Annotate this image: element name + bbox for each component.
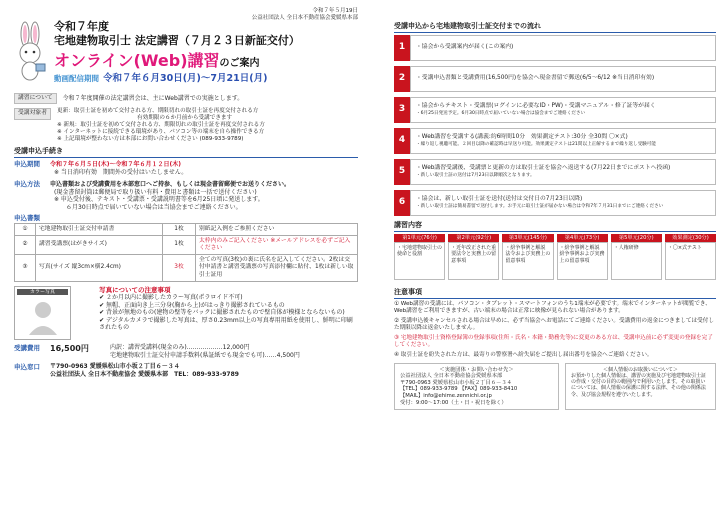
contact-box	[394, 363, 559, 411]
left-column	[14, 8, 358, 378]
unit-header: 第1単元(76分)	[394, 234, 445, 243]
step-number: 4	[394, 128, 410, 154]
doc-qty: 1枚	[163, 223, 196, 235]
fee-amount: 16,500円	[50, 344, 89, 354]
list-item	[394, 66, 716, 92]
title-main: 宅地建物取引士 法定講習（７月２３日新証交付）	[54, 33, 300, 47]
notice-title: 注意事項	[394, 288, 716, 299]
right-column	[394, 18, 716, 410]
list-item	[665, 234, 716, 281]
list-item	[557, 234, 608, 281]
unit-header: 効果測定(30分)	[665, 234, 716, 243]
target-note2: ※ インターネットに接続できる環境があり、パソコン等の端末を自ら操作できる方	[57, 129, 265, 136]
window-label: 申込窓口	[14, 363, 40, 372]
unit-body: ・人権研修	[611, 242, 662, 280]
notice-item: ③ 宅地建物取引士資格登録簿の登録事項(住所・氏名・本籍・勤務先等)に変更のある方は、受講申込前に必ず変更の登録を完了してください。	[394, 334, 713, 348]
step-text: ・協会から受講案内が届く(この案内)	[416, 44, 514, 51]
method-note1: (現金書留封筒は郵便局で取り扱い有料・費用と書類は一括で送付ください)	[54, 188, 257, 196]
list-item	[394, 190, 716, 216]
photo-item: ✔ デジタルカメラで撮影した写真は、厚さ0.23mm以上の写真専用用紙を使用し、鮮明に印刷されたもの	[99, 316, 353, 332]
list-item	[394, 35, 716, 61]
fee-label: 受講費用	[14, 344, 40, 353]
notice-list	[394, 301, 716, 359]
list-item	[394, 128, 716, 154]
content-title: 講習内容	[394, 221, 716, 232]
target-note3: ※ 上記環境が整わない方は本部にお問い合わせください (089-933-9789)	[57, 136, 244, 143]
period-tag: 申込期間	[14, 160, 40, 169]
list-item	[394, 97, 716, 123]
window-addr: 〒790-0963 愛媛県松山市小坂２丁目６－３４	[50, 363, 180, 371]
contact-tel: 【TEL】089-933-9789 【FAX】089-933-8410	[400, 386, 518, 393]
step-subtext: ・新しい取引士証の送付は7月23日以降順次となります。	[416, 172, 535, 178]
doc-no: ③	[15, 255, 36, 282]
period-range: 令和７年６月５日(木)～令和７年６月１２日(木)	[50, 161, 181, 169]
contact-org: 公益社団法人 全日本不動産協会愛媛県本部	[400, 373, 503, 380]
contact-addr: 〒790-0963 愛媛県松山市小坂２丁目６－３４	[400, 379, 512, 386]
privacy-text: お預かりした個人情報は、講習の実施及び宅地建物取引士証の作成・交付の目的の範囲内で利用いたします。その取扱いについては、個人情報の保護に関する法律、その他の関係法令、及び協会規程を遵守いたします。	[570, 372, 706, 398]
method-note2: ※ 申込受付後、テキスト・受講票・受講説明書等を6月25日頃に発送します。	[54, 196, 264, 204]
window-org: 公益社団法人 全日本不動産協会 愛媛県本部 TEL：089-933-9789	[50, 370, 239, 378]
doc-name: 講習受講票(はがきサイズ)	[36, 235, 163, 254]
step-subtext: ・6月25日発送予定。6月30日時点で届いていない場合は協会までご連絡ください	[416, 110, 586, 116]
step-text: ・Web講習を受講する(講義:約6時間10分 効果測定テスト:30分 全30問 〇×式)	[416, 134, 628, 141]
method-note3: ６月30日時点で届いていない場合は当協会までご連絡ください。	[66, 203, 242, 211]
privacy-title: ＜個人情報のお取扱いについて＞	[603, 366, 678, 373]
privacy-box	[565, 363, 716, 411]
fee-detail1: 内訳：講習受講料(現金のみ)………………12,000円	[110, 344, 250, 352]
period-value: 令和７年６月30日(月)～7月21日(月)	[103, 73, 268, 85]
unit-header: 第2単元(92分)	[448, 234, 499, 243]
docs-label: 申込書類	[14, 214, 40, 223]
table-row	[15, 255, 358, 282]
step-number: 6	[394, 190, 410, 216]
step-number: 1	[394, 35, 410, 61]
flow-steps	[394, 35, 716, 216]
unit-body: ・紛争事例と解説 紛争事例および実務上の留意事項	[557, 242, 608, 280]
method-value: 申込書類および受講費用を本部窓口へご持参、もしくは現金書留郵便でお送りください。	[50, 181, 291, 189]
unit-header: 第4単元(73分)	[557, 234, 608, 243]
photo-label: カラー写真	[17, 289, 68, 295]
content-columns	[394, 234, 716, 281]
doc-qty: 3枚	[163, 255, 196, 282]
person-photo-icon	[23, 295, 63, 335]
list-item	[394, 159, 716, 185]
step-text: ・協会からテキスト・受講票(ログインに必要なID・PW)・受講マニュアル・修了証等が届く	[416, 103, 656, 110]
notice-item: ④ 取引士証を紛失された方は、最寄りの警察署へ紛失届をご提出し届出番号を協会へご連絡ください。	[394, 351, 653, 358]
step-subtext: ・新しい取引士証は簡易書留で送付します。お手元に取引士証が届かない場合は令和7年７月31日までにご連絡ください	[416, 203, 664, 209]
online-suffix: のご案内	[219, 58, 260, 70]
contact-title: ＜実施団体・お問い合わせ先＞	[439, 366, 514, 373]
fee-detail2: 宅地建物取引士証交付申請手数料(県証紙でも現金でも可)……4,500円	[110, 351, 300, 359]
unit-header: 第3単元(145分)	[502, 234, 553, 243]
list-item	[502, 234, 553, 281]
about-tag: 講習について	[14, 93, 57, 104]
flow-title: 受講申込から宅地建物取引士証交付までの流れ	[394, 22, 716, 33]
method-tag: 申込方法	[14, 180, 40, 189]
table-row	[15, 235, 358, 254]
period-label: 動画配信期間	[54, 74, 99, 84]
title-year: 令和７年度	[54, 19, 109, 33]
doc-no: ②	[15, 235, 36, 254]
unit-body: ・〇×式テスト	[665, 242, 716, 280]
doc-no: ①	[15, 223, 36, 235]
procedure-title: 受講申込手続き	[14, 147, 358, 158]
unit-body: ・宅地建物取引士の使命と役割	[394, 242, 445, 280]
doc-note: 太枠内のみご記入ください ※メールアドレスを必ずご記入ください	[196, 235, 358, 254]
table-row	[15, 223, 358, 235]
step-subtext: ・繰り返し視聴可能。２回目以降の確認時は早送り可能。効果測定テストは21問以上正解するまで繰り返し受験可能	[416, 141, 656, 147]
photo-item: ✔ 背景が無地のもの(建物の壁等をバックに撮影されたもので壁自体が模様とならないもの)	[99, 309, 345, 317]
doc-name: 宅地建物取引士証交付申請書	[36, 223, 163, 235]
doc-note: 全ての写真(3枚)の裏に氏名を記入してください。2枚は交付申請書と講習受講票の写真添付欄に貼付、1枚は新しい取引士証用	[196, 255, 358, 282]
notice-item: ② 受講申込後キャンセルされる場合は早めに、必ず当協会へお電話にてご連絡ください。受講費用の返金につきましては受付した期限以降は返金いたしません。	[394, 317, 714, 331]
target-line1b: 有効期限の６か月前から受講できます	[137, 115, 233, 122]
rabbit-mascot-icon	[14, 20, 48, 82]
period-note: ※ 当日消印有効 期間外の受付はいたしません。	[54, 168, 188, 176]
list-item	[611, 234, 662, 281]
about-text: 令和７年度開催の法定講習会は、主にWeb講習での実施とします。	[62, 94, 244, 102]
online-title: オンライン(Web)講習	[54, 51, 220, 71]
photo-sample	[14, 286, 71, 341]
doc-note: 別紙記入例をご参照ください	[196, 223, 358, 235]
step-number: 3	[394, 97, 410, 123]
unit-header: 第5単元(20分)	[611, 234, 662, 243]
photo-item: ✔ ２か月以内に撮影したカラー写真(ポラロイド不可)	[99, 294, 243, 302]
unit-body: ・近年改正された重要法令と実務上の留意事項	[448, 242, 499, 280]
doc-name: 写真(サイズ 縦3cm×横2.4cm)	[36, 255, 163, 282]
date: 令和７年５月19日	[312, 8, 358, 14]
org-header: 公益社団法人 全日本不動産協会愛媛県本部	[251, 14, 358, 21]
photo-title: 写真についての注意事項	[99, 285, 171, 294]
list-item	[394, 234, 445, 281]
step-text: ・Web講習受講後、受講票と更新の方は取引士証を協会へ返送する(7月22日までにポストへ投函)	[416, 165, 671, 172]
contact-hours: 受付：9:00～17:00（土・日・祝日を除く）	[400, 399, 507, 406]
unit-body: ・紛争事例と解説 法令および実務上の留意事項	[502, 242, 553, 280]
target-tag: 受講対象者	[14, 108, 51, 120]
doc-qty: 1枚	[163, 235, 196, 254]
photo-item: ✔ 無帽、正面向き上三分身(胸から上)がはっきり撮影されているもの	[99, 301, 285, 309]
step-number: 2	[394, 66, 410, 92]
list-item	[448, 234, 499, 281]
step-text: ・協会は、新しい取引士証を送付(送付は交付日の7月23日以降)	[416, 196, 583, 203]
contact-mail[interactable]: 【MAIL】info@ehime.zennichi.or.jp	[400, 393, 492, 400]
notice-item: ① Web講習の受講には、パソコン・タブレット・スマートフォンのうち1端末が必要です。端末でインターネットが閲覧でき、Web講習をご利用できますが、古い端末の場合は正常に映像が見られない場合があります。	[394, 300, 711, 314]
target-note1: ※ 新規：取引士証を初めて交付される方、期限切れの取引士証を再度交付される方	[57, 122, 265, 129]
step-text: ・受講申込書類と受講費用(16,500円)を協会へ現金書留で郵送(6/5～6/12 ※当日消印有効)	[416, 75, 655, 82]
docs-table	[14, 223, 358, 282]
target-line1: 更新：取引士証を初めて交付される方、期限切れの取引士証を再度交付される方	[57, 108, 259, 115]
step-number: 5	[394, 159, 410, 185]
